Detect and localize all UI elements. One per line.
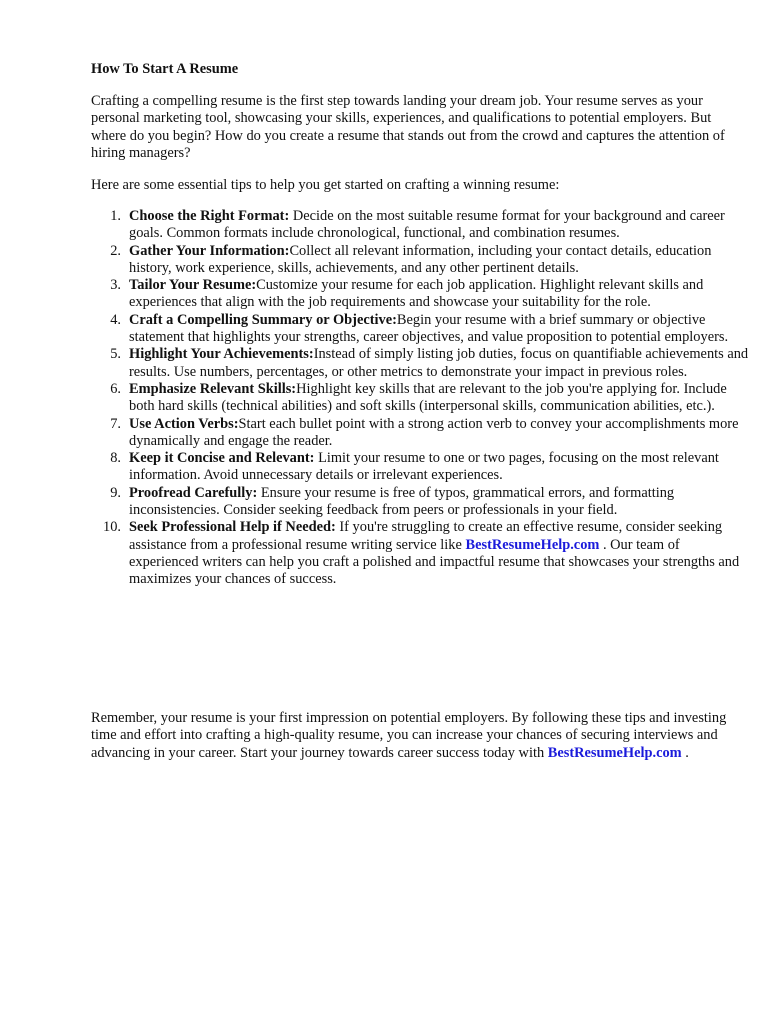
tip-text: Begin your resume with a brief summary or objective statement that highlights your strengths, career objectives, and value proposition to potential employers. bbox=[129, 311, 729, 346]
tip-item bbox=[129, 208, 749, 243]
tips-list bbox=[91, 208, 749, 589]
tip-heading: Seek Professional Help if Needed: bbox=[129, 519, 336, 536]
tip-item bbox=[129, 381, 749, 416]
tip-heading: Gather Your Information: bbox=[129, 242, 290, 259]
tip-text: Customize your resume for each job application. Highlight relevant skills and experiences that align with the job requirements and showcase your suitability for the role. bbox=[129, 277, 704, 311]
tip-item bbox=[129, 277, 749, 312]
tip-text: . Our team of experienced writers can help you craft a polished and impactful resume that showcases your strengths and maximizes your chances of success. bbox=[129, 536, 740, 588]
best-resume-help-link[interactable]: BestResumeHelp.com bbox=[547, 744, 682, 761]
closing-text: Remember, your resume is your first impression on potential employers. By following these tips and investing time and effort into crafting a high-quality resume, you can increase your chances of securing interviews and advancing in your career. Start your journey towards career success today with bbox=[91, 710, 727, 761]
tip-item bbox=[129, 243, 749, 278]
tip-heading: Use Action Verbs: bbox=[129, 415, 239, 432]
tip-text: If you're struggling to create an effective resume, consider seeking assistance from a professional resume writing service like bbox=[129, 519, 723, 553]
tip-heading: Tailor Your Resume: bbox=[129, 277, 257, 294]
tip-item bbox=[129, 450, 749, 485]
tip-text: Limit your resume to one or two pages, focusing on the most relevant information. Avoid unnecessary details or irrelevant experiences. bbox=[129, 450, 719, 484]
tip-item bbox=[129, 519, 749, 588]
tip-heading: Emphasize Relevant Skills: bbox=[129, 380, 297, 397]
tip-item bbox=[129, 416, 749, 451]
tip-heading: Craft a Compelling Summary or Objective: bbox=[129, 311, 397, 328]
closing-text: . bbox=[681, 744, 689, 761]
tip-text: Start each bullet point with a strong action verb to convey your accomplishments more dynamically and engage the reader. bbox=[129, 415, 739, 449]
tip-text: Collect all relevant information, including your contact details, education history, work experience, skills, achievements, and any other pertinent details. bbox=[129, 242, 712, 276]
tip-heading: Choose the Right Format: bbox=[129, 208, 290, 224]
tip-item bbox=[129, 485, 749, 520]
lead-paragraph: Here are some essential tips to help you get started on crafting a winning resume: bbox=[91, 177, 560, 193]
tip-item bbox=[129, 312, 749, 347]
tip-text: Highlight key skills that are relevant to the job you're applying for. Include both hard skills (technical abilities) and soft skills (interpersonal skills, communication abilities, etc.). bbox=[129, 380, 727, 415]
document-title: How To Start A Resume bbox=[91, 61, 239, 77]
tip-heading: Proofread Carefully: bbox=[129, 484, 258, 501]
intro-paragraph: Crafting a compelling resume is the first step towards landing your dream job. Your resume serves as your personal marketing tool, showcasing your skills, experiences, and qualifications to potential employers. But where do you begin? How do you create a resume that stands out from the crowd and captures the attention of hiring managers? bbox=[91, 93, 725, 161]
best-resume-help-link[interactable]: BestResumeHelp.com bbox=[465, 536, 600, 553]
tip-heading: Keep it Concise and Relevant: bbox=[129, 450, 315, 467]
tip-item bbox=[129, 346, 749, 381]
tip-text: Decide on the most suitable resume format for your background and career goals. Common formats include chronological, functional, and combination resumes. bbox=[129, 208, 725, 242]
tip-text: Ensure your resume is free of typos, grammatical errors, and formatting inconsistencies. Consider seeking feedback from peers or professionals in your field. bbox=[129, 484, 675, 519]
closing-paragraph bbox=[91, 710, 731, 762]
tip-text: Instead of simply listing job duties, focus on quantifiable achievements and results. Use numbers, percentages, or other metrics to demonstrate your impact in previous roles. bbox=[129, 346, 749, 380]
tip-heading: Highlight Your Achievements: bbox=[129, 346, 314, 363]
